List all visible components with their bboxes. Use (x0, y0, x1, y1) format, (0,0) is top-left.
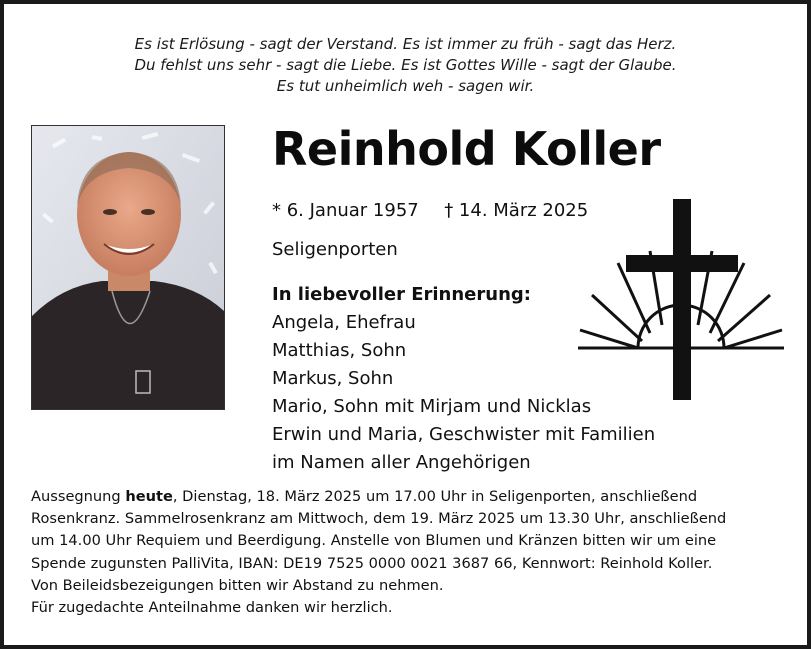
info-line: um 14.00 Uhr Requiem und Beerdigung. Anstelle von Blumen und Kränzen bitten wir um eine (31, 532, 717, 550)
info-prefix: Aussegnung (31, 488, 126, 505)
life-dates (272, 200, 588, 221)
mourner-item: Matthias, Sohn (272, 340, 407, 361)
mourner-item: Angela, Ehefrau (272, 312, 416, 333)
info-line: Spende zugunsten PalliVita, IBAN: DE19 7525 0000 0021 3687 66, Kennwort: Reinhold Koller. (31, 554, 713, 572)
mourner-item: Mario, Sohn mit Mirjam und Nicklas (272, 396, 592, 417)
quote-line-1: Es ist Erlösung - sagt der Verstand. Es ist immer zu früh - sagt das Herz. (134, 35, 677, 53)
quote-block (4, 34, 807, 97)
death-date: † 14. März 2025 (444, 200, 589, 221)
mourners-heading: In liebevoller Erinnerung: (272, 284, 531, 305)
info-line: Rosenkranz. Sammelrosenkranz am Mittwoch, dem 19. März 2025 um 13.30 Uhr, anschließend (31, 510, 727, 528)
info-line-1 (31, 486, 791, 508)
cross-sunrise-icon (578, 197, 784, 402)
info-line1-rest: , Dienstag, 18. März 2025 um 17.00 Uhr in Seligenporten, anschließend (172, 488, 698, 505)
mourner-item: im Namen aller Angehörigen (272, 452, 531, 473)
birth-date: * 6. Januar 1957 (272, 200, 419, 221)
place-of-residence: Seligenporten (272, 239, 398, 260)
info-bold-today: heute (125, 488, 173, 505)
portrait-photo (31, 125, 225, 410)
mourner-item: Erwin und Maria, Geschwister mit Familien (272, 424, 656, 445)
quote-line-3: Es tut unheimlich weh - sagen wir. (276, 77, 535, 95)
funeral-info (31, 486, 791, 619)
mourner-item: Markus, Sohn (272, 368, 394, 389)
info-line: Für zugedachte Anteilnahme danken wir herzlich. (31, 599, 393, 617)
deceased-name: Reinhold Koller (272, 122, 661, 176)
portrait-illustration (32, 126, 224, 409)
info-line: Von Beileidsbezeigungen bitten wir Abstand zu nehmen. (31, 576, 444, 594)
quote-line-2: Du fehlst uns sehr - sagt die Liebe. Es ist Gottes Wille - sagt der Glaube. (134, 56, 677, 74)
